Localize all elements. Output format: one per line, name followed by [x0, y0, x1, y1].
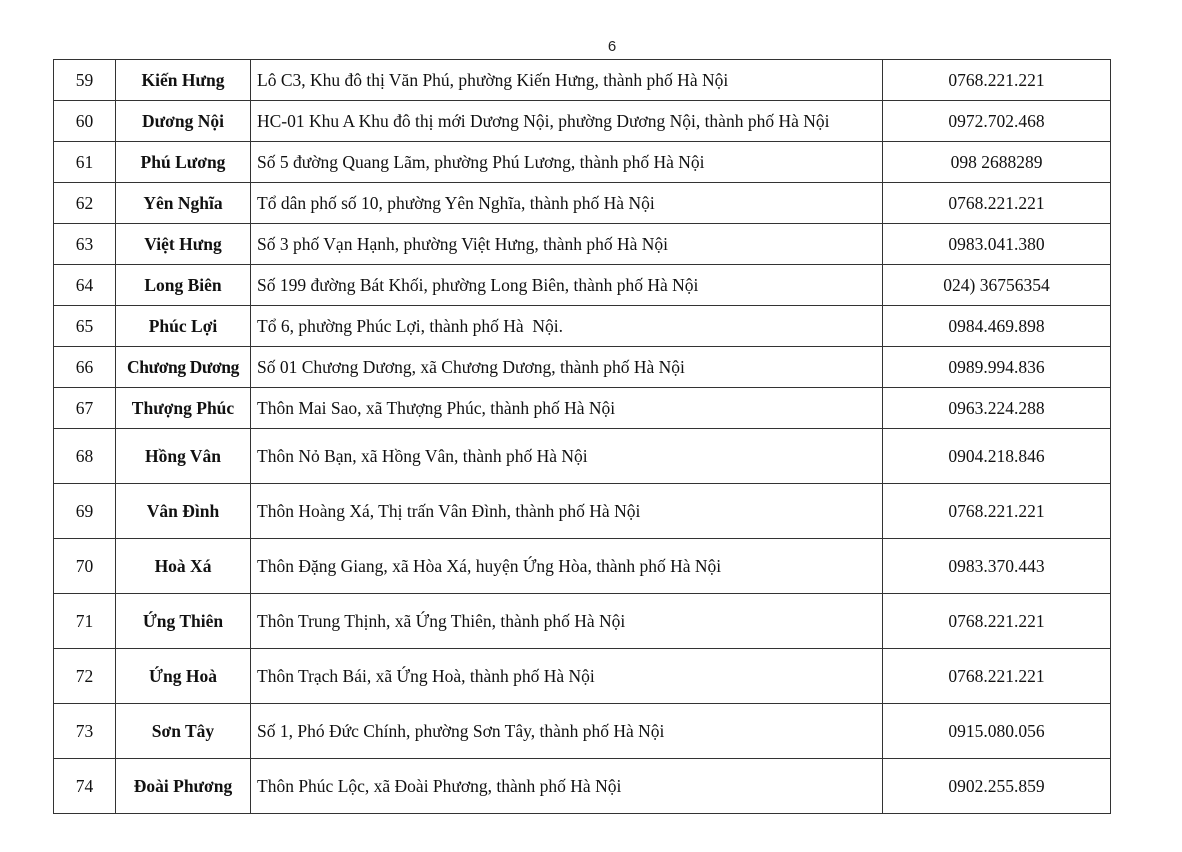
row-number: 69 — [54, 484, 116, 539]
directory-table — [53, 59, 1111, 814]
row-number: 71 — [54, 594, 116, 649]
row-number: 64 — [54, 265, 116, 306]
phone-number: 0989.994.836 — [883, 347, 1111, 388]
row-number: 63 — [54, 224, 116, 265]
phone-number: 0768.221.221 — [883, 594, 1111, 649]
ward-name: Ứng Hoà — [116, 649, 251, 704]
ward-name: Vân Đình — [116, 484, 251, 539]
row-number: 72 — [54, 649, 116, 704]
phone-number: 0915.080.056 — [883, 704, 1111, 759]
table-row — [54, 101, 1111, 142]
row-number: 68 — [54, 429, 116, 484]
address: Số 3 phố Vạn Hạnh, phường Việt Hưng, thành phố Hà Nội — [251, 224, 883, 265]
address: Thôn Trạch Bái, xã Ứng Hoà, thành phố Hà Nội — [251, 649, 883, 704]
address: Tổ dân phố số 10, phường Yên Nghĩa, thành phố Hà Nội — [251, 183, 883, 224]
phone-number: 024) 36756354 — [883, 265, 1111, 306]
table-row — [54, 649, 1111, 704]
table-row — [54, 484, 1111, 539]
phone-number: 0984.469.898 — [883, 306, 1111, 347]
address: Thôn Đặng Giang, xã Hòa Xá, huyện Ứng Hòa, thành phố Hà Nội — [251, 539, 883, 594]
row-number: 62 — [54, 183, 116, 224]
ward-name: Phúc Lợi — [116, 306, 251, 347]
address: Thôn Nỏ Bạn, xã Hồng Vân, thành phố Hà Nội — [251, 429, 883, 484]
address: Tổ 6, phường Phúc Lợi, thành phố Hà Nội. — [251, 306, 883, 347]
row-number: 73 — [54, 704, 116, 759]
phone-number: 0904.218.846 — [883, 429, 1111, 484]
row-number: 59 — [54, 60, 116, 101]
phone-number: 0768.221.221 — [883, 484, 1111, 539]
table-row — [54, 183, 1111, 224]
page-number: 6 — [607, 38, 617, 55]
ward-name: Đoài Phương — [116, 759, 251, 814]
table-row — [54, 594, 1111, 649]
ward-name: Hồng Vân — [116, 429, 251, 484]
row-number: 60 — [54, 101, 116, 142]
row-number: 74 — [54, 759, 116, 814]
address: Số 5 đường Quang Lãm, phường Phú Lương, thành phố Hà Nội — [251, 142, 883, 183]
phone-number: 0963.224.288 — [883, 388, 1111, 429]
phone-number: 098 2688289 — [883, 142, 1111, 183]
address: Thôn Mai Sao, xã Thượng Phúc, thành phố Hà Nội — [251, 388, 883, 429]
row-number: 65 — [54, 306, 116, 347]
ward-name: Thượng Phúc — [116, 388, 251, 429]
phone-number: 0972.702.468 — [883, 101, 1111, 142]
table-row — [54, 142, 1111, 183]
table-row — [54, 224, 1111, 265]
address: Số 01 Chương Dương, xã Chương Dương, thành phố Hà Nội — [251, 347, 883, 388]
phone-number: 0768.221.221 — [883, 183, 1111, 224]
address: Thôn Phúc Lộc, xã Đoài Phương, thành phố Hà Nội — [251, 759, 883, 814]
table-row — [54, 539, 1111, 594]
address: Thôn Hoàng Xá, Thị trấn Vân Đình, thành phố Hà Nội — [251, 484, 883, 539]
row-number: 61 — [54, 142, 116, 183]
address: HC-01 Khu A Khu đô thị mới Dương Nội, phường Dương Nội, thành phố Hà Nội — [251, 101, 883, 142]
table-row — [54, 265, 1111, 306]
ward-name: Dương Nội — [116, 101, 251, 142]
ward-name: Sơn Tây — [116, 704, 251, 759]
ward-name: Chương Dương — [116, 347, 251, 388]
phone-number: 0983.370.443 — [883, 539, 1111, 594]
row-number: 67 — [54, 388, 116, 429]
phone-number: 0983.041.380 — [883, 224, 1111, 265]
phone-number: 0902.255.859 — [883, 759, 1111, 814]
ward-name: Ứng Thiên — [116, 594, 251, 649]
table-row — [54, 388, 1111, 429]
ward-name: Long Biên — [116, 265, 251, 306]
table-row — [54, 306, 1111, 347]
row-number: 66 — [54, 347, 116, 388]
ward-name: Hoà Xá — [116, 539, 251, 594]
table-row — [54, 429, 1111, 484]
phone-number: 0768.221.221 — [883, 60, 1111, 101]
address: Số 1, Phó Đức Chính, phường Sơn Tây, thành phố Hà Nội — [251, 704, 883, 759]
directory-table-body — [54, 60, 1111, 814]
address: Số 199 đường Bát Khối, phường Long Biên, thành phố Hà Nội — [251, 265, 883, 306]
row-number: 70 — [54, 539, 116, 594]
ward-name: Phú Lương — [116, 142, 251, 183]
table-row — [54, 347, 1111, 388]
table-row — [54, 759, 1111, 814]
ward-name: Yên Nghĩa — [116, 183, 251, 224]
table-row — [54, 704, 1111, 759]
address: Thôn Trung Thịnh, xã Ứng Thiên, thành phố Hà Nội — [251, 594, 883, 649]
ward-name: Việt Hưng — [116, 224, 251, 265]
ward-name: Kiến Hưng — [116, 60, 251, 101]
table-row — [54, 60, 1111, 101]
address: Lô C3, Khu đô thị Văn Phú, phường Kiến Hưng, thành phố Hà Nội — [251, 60, 883, 101]
phone-number: 0768.221.221 — [883, 649, 1111, 704]
